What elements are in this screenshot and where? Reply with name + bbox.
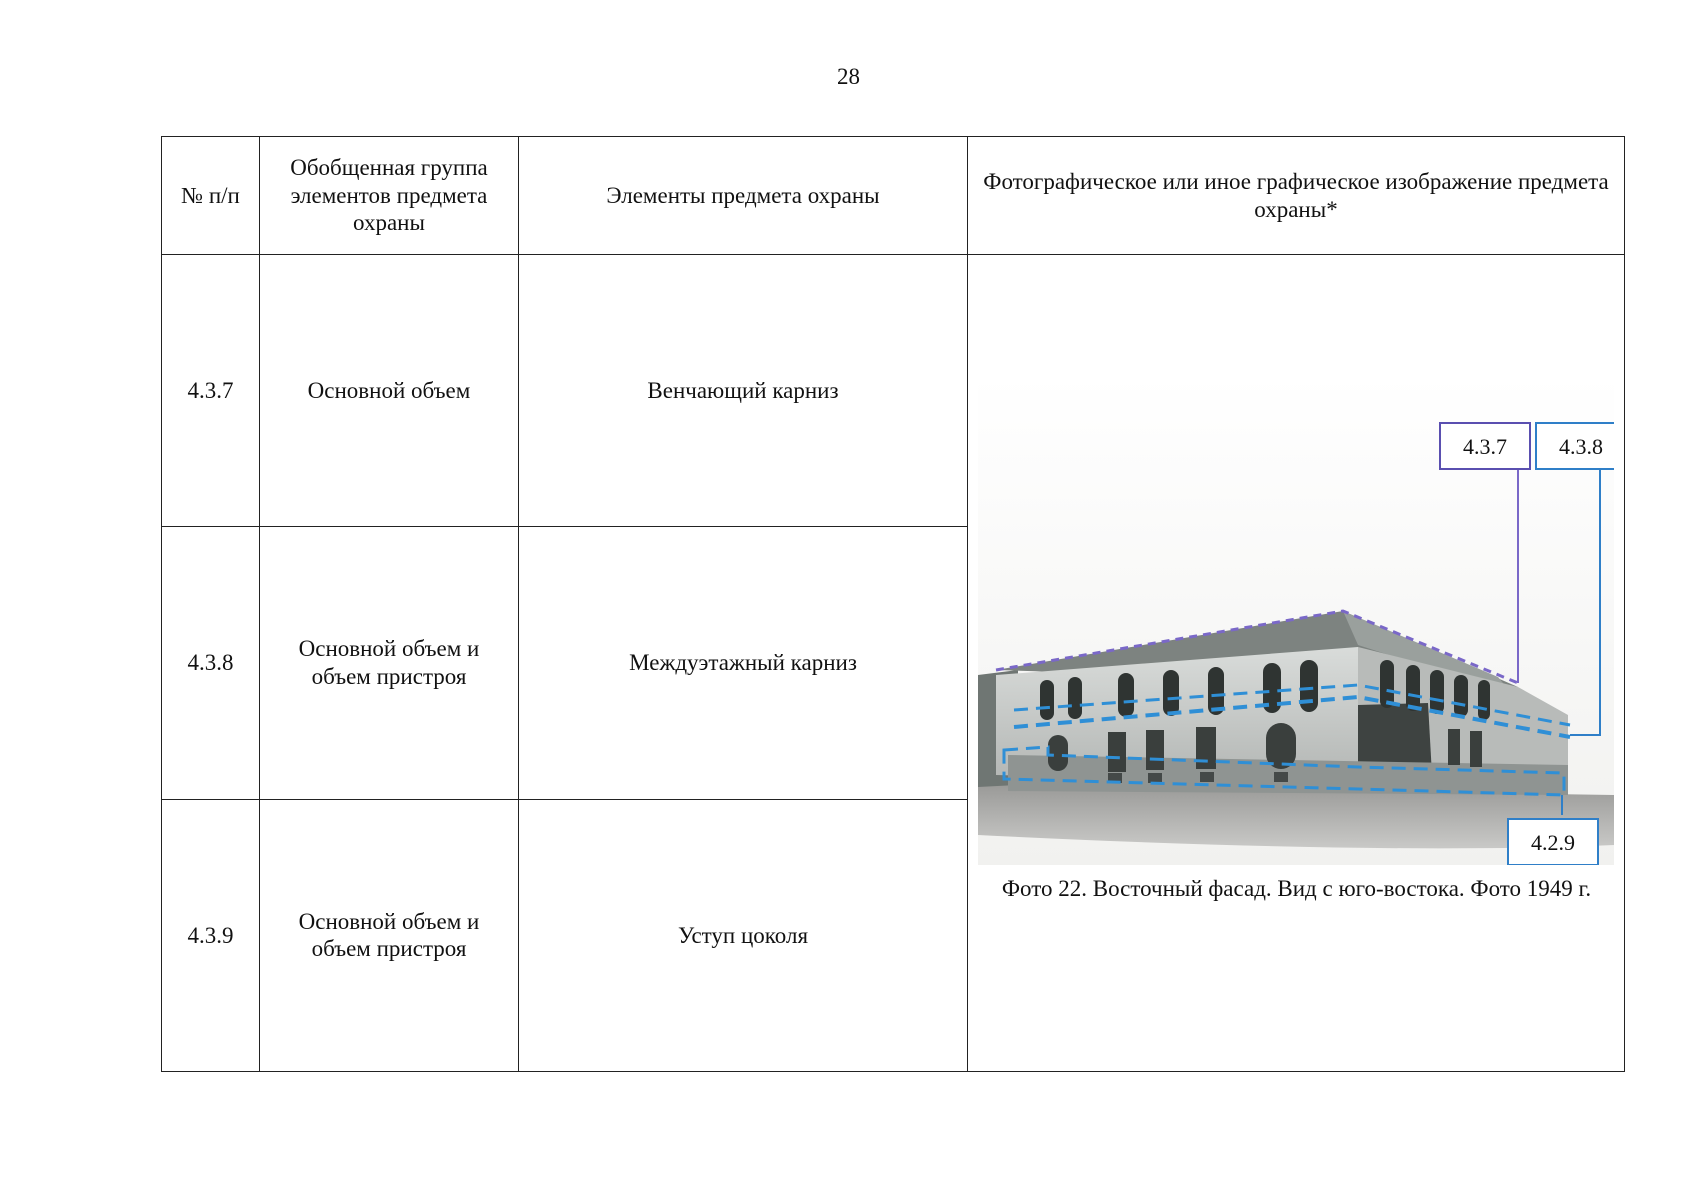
- photo-cell: [968, 255, 1625, 1072]
- row-element: Венчающий карниз: [519, 255, 968, 527]
- row-num: 4.3.8: [162, 527, 260, 799]
- protection-table: [161, 136, 1625, 1072]
- callout-label-438: 4.3.8: [1559, 434, 1603, 459]
- header-element: Элементы предмета охраны: [519, 137, 968, 255]
- facade-photo: [978, 375, 1614, 865]
- photo-caption: Фото 22. Восточный фасад. Вид с юго-востока. Фото 1949 г.: [1001, 876, 1592, 901]
- callout-label-429: 4.2.9: [1531, 830, 1575, 855]
- row-group: Основной объем и объем пристроя: [260, 799, 519, 1071]
- row-element: Уступ цоколя: [519, 799, 968, 1071]
- row-num: 4.3.9: [162, 799, 260, 1071]
- callout-label-437: 4.3.7: [1463, 434, 1507, 459]
- row-element: Междуэтажный карниз: [519, 527, 968, 799]
- photo-figure: [968, 255, 1625, 1071]
- row-group: Основной объем и объем пристроя: [260, 527, 519, 799]
- table-row: [162, 255, 1625, 527]
- page-number: 28: [837, 64, 860, 89]
- header-num: № п/п: [162, 137, 260, 255]
- header-row: [162, 137, 1625, 255]
- row-num: 4.3.7: [162, 255, 260, 527]
- header-photo: Фотографическое или иное графическое изображение предмета охраны*: [968, 137, 1625, 255]
- row-group: Основной объем: [260, 255, 519, 527]
- header-group: Обобщенная группа элементов предмета охраны: [260, 137, 519, 255]
